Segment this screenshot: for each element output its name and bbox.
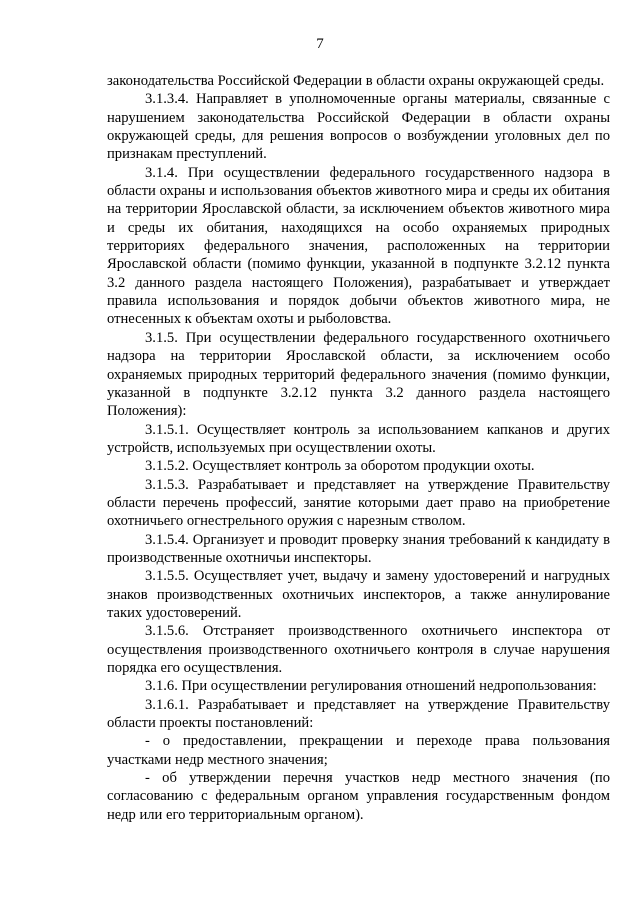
document-body [107,72,610,824]
page-number: 7 [316,36,324,52]
paragraph-3-1-3-4: 3.1.3.4. Направляет в уполномоченные органы материалы, связанные с нарушением законодательства Российской Федерации в области охраны окружающей среды, для решения вопросов о возбуждении уголовных дел по признакам преступлений. [107,91,610,163]
paragraph-3-1-5-6: 3.1.5.6. Отстраняет производственного охотничьего инспектора от осуществления производственного охотничьего контроля в случае нарушения порядка его осуществления. [107,623,610,676]
paragraph-3-1-6: 3.1.6. При осуществлении регулирования отношений недропользования: [145,678,597,695]
paragraph-3-1-5-3: 3.1.5.3. Разрабатывает и представляет на утверждение Правительству области перечень профессий, занятие которыми дает право на приобретение охотничьего огнестрельного оружия с нарезным стволом. [107,476,610,530]
paragraph-3-1-6-1: 3.1.6.1. Разрабатывает и представляет на утверждение Правительству области проекты постановлений: [107,696,610,732]
list-item-provision: - о предоставлении, прекращении и переходе права пользования участками недр местного значения; [107,733,610,768]
paragraph-3-1-5-2: 3.1.5.2. Осуществляет контроль за оборотом продукции охоты. [145,458,535,475]
paragraph-3-1-5-4: 3.1.5.4. Организует и проводит проверку знания требований к кандидату в производственные охотничьи инспекторы. [107,531,610,566]
paragraph-3-1-5-1: 3.1.5.1. Осуществляет контроль за использованием капканов и других устройств, используемых при осуществлении охоты. [107,421,610,456]
list-item-approval: - об утверждении перечня участков недр местного значения (по согласованию с федеральным органом управления государственным фондом недр или его территориальным органом). [107,770,610,823]
paragraph-3-1-5: 3.1.5. При осуществлении федерального государственного охотничьего надзора на территории Ярославской области, за исключением особо охраняемых природных территорий федерального значения (помимо функции, указанной в подпункте 3.2.12 пункта 3.2 данного раздела настоящего Положения): [107,329,610,420]
paragraph-3-1-4: 3.1.4. При осуществлении федерального государственного надзора в области охраны и использования объектов животного мира и среды их обитания на территории Ярославской области, за исключением объектов животного мира и среды их обитания, находящихся на особо охраняемых природных территориях федерального значения, расположенных на территории Ярославской области (помимо функции, указанной в подпункте 3.2.12 пункта 3.2 данного раздела настоящего Положения), разрабатывает и утверждает правила использования и порядок добычи объектов животного мира, не отнесенных к объектам охоты и рыболовства. [107,164,610,328]
paragraph-3-1-5-5: 3.1.5.5. Осуществляет учет, выдачу и замену удостоверений и нагрудных знаков производственных охотничьих инспекторов, а также аннулирование таких удостоверений. [107,568,610,621]
paragraph-continuation: законодательства Российской Федерации в области охраны окружающей среды. [107,73,605,89]
